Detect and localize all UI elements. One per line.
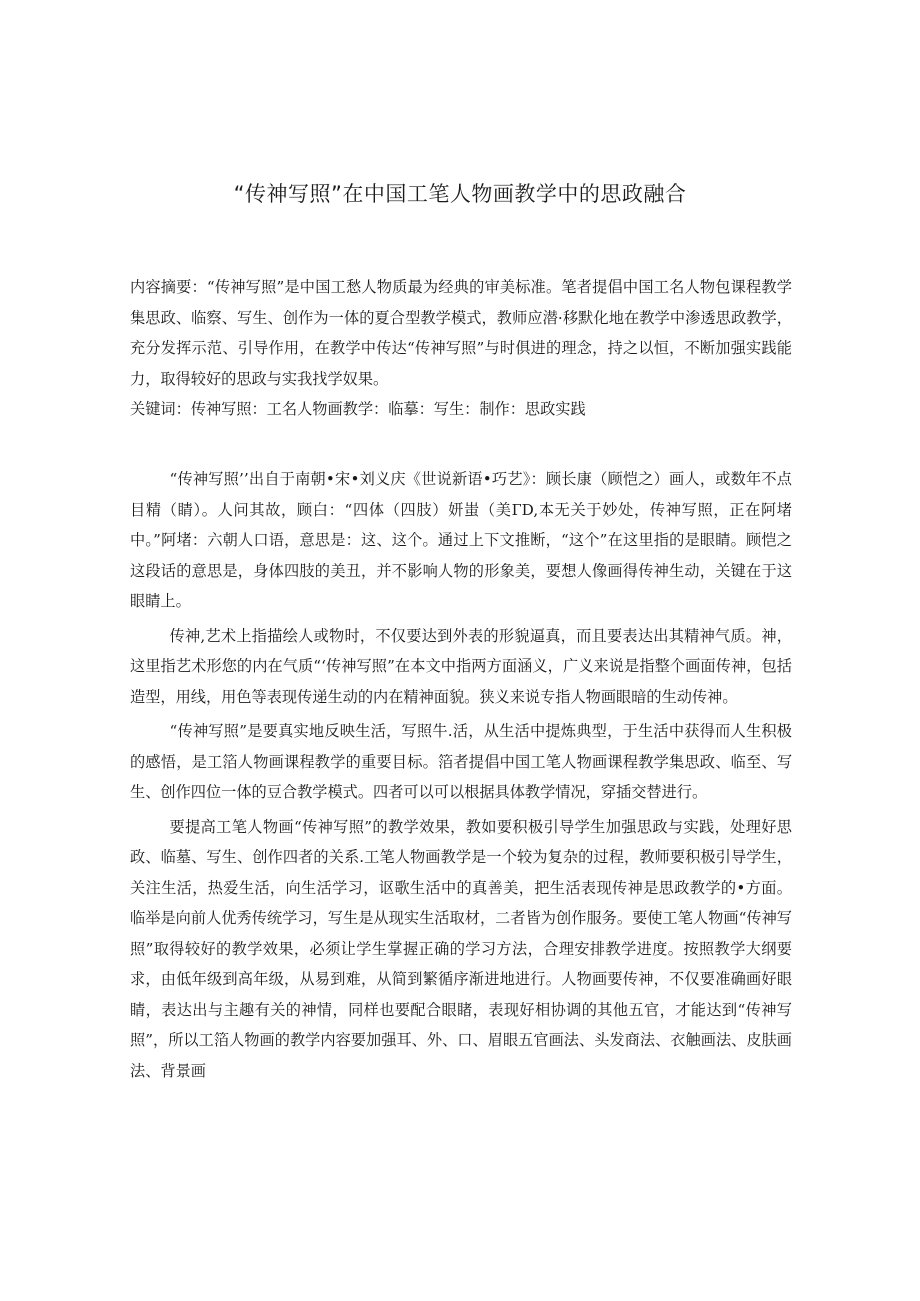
body-paragraph: 要提高工笔人物画“传神写照”的教学效果，教如要积极引导学生加强思政与实践，处理好思政、临墓、写生、创作四者的关系.工笔人物画教学是一个较为复杂的过程，教师要积极引导学生，关注生活，热爱生活，向生活学习，讴歌生活中的真善美，把生活表现传神是思政教学的•方面。临举是向前人优秀传统学习，写生是从现实生活取材，二者皆为创作服务。要使工笔人物画“传神写照”取得较好的教学效果，必须让学生掌握正确的学习方法，合理安排教学进度。按照教学大纲要求，由低年级到高年级，从易到难，从简到繁循序渐进地进行。人物画要传神，不仅要准确画好眼睛，表达出与主趣有关的神情，同样也要配合眼睹，表现好相协调的其他五官，才能达到“传神写照”，所以工箔人物画的教学内容要加强耳、外、口、眉眼五官画法、头发商法、衣触画法、皮肤画法、背景画 (130, 817, 792, 1080)
document-title: “传神写照”在中国工笔人物画教学中的思政融合 (233, 182, 687, 206)
abstract-section (130, 272, 792, 425)
keywords-text: 关键词：传神写照：工名人物画教学：临摹：写生：制作：思政实践 (130, 400, 586, 418)
body-paragraph: “传神写照”是要真实地反映生活，写照牛.活，从生活中提炼典型，于生活中获得而人生积极的感悟，是工箔人物画课程教学的重要目标。箔者提倡中国工笔人物画课程教学集思政、临至、写生、创作四位一体的豆合教学模式。四者可以可以根据具体教学情况，穿插交替进行。 (130, 722, 792, 801)
body-paragraph: 传神,艺术上指描绘人或物时，不仅要达到外表的形貌逼真，而且要表达出其精神气质。神，这里指艺术形您的内在气质“‘传神写照”在本文中指两方面涵义，广义来说是指整个画面传神，包括造型，用线，用色等表现传递生动的内在精神面貌。狭义来说专指人物画眼暗的生动传神。 (130, 626, 792, 706)
abstract-text: 内容摘要：“传神写照”是中国工愁人物质最为经典的审美标准。笔者提倡中国工名人物包课程教学集思政、临察、写生、创作为一体的夏合型教学模式，教师应潜·移默化地在教学中渗透思政教学，充分发挥示范、引导作用，在教学中传达“传神写照”与时俱进的理念，持之以恒，不断加强实践能力，取得较好的思政与实我找学奴果。 (130, 278, 792, 388)
body-section (130, 464, 792, 1090)
body-paragraph: “传神写照’’出自于南朝•宋•刘义庆《世说新语•巧艺》：顾长康（顾恺之）画人，或数年不点目精（睛）。人问其故，顾白：“四体（四肢）妍蚩（美ГD,本无关于妙处，传神写照，正在阿堵中。”阿堵：六朝人口语，意思是：这、这个。通过上下文推断，“这个”在这里指的是眼睛。顾恺之这段话的意思是，身体四肢的美丑，并不影响人物的形象美，要想人像画得传神生动，关键在于这眼睛上。 (130, 470, 792, 610)
